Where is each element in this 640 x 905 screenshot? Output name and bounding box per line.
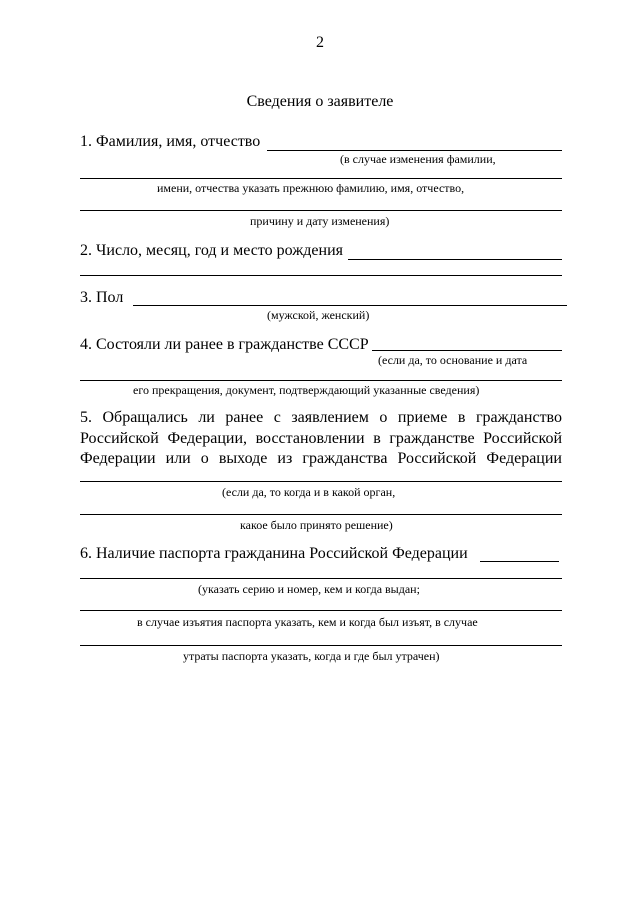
item2-birth-field[interactable]: [348, 259, 562, 260]
item2-label: 2. Число, месяц, год и место рождения: [80, 242, 343, 259]
page-number: 2: [316, 34, 324, 51]
item6-seizure-field[interactable]: [80, 610, 562, 611]
item1-hint-line2: имени, отчества указать прежнюю фамилию, имя, отчество,: [157, 181, 465, 195]
item5-hint-line2: какое было принято решение): [240, 518, 393, 532]
section-title: Сведения о заявителе: [246, 93, 394, 110]
item6-passport-details-field[interactable]: [80, 578, 562, 579]
item4-hint-line2: его прекращения, документ, подтверждающий указанные сведения): [133, 383, 480, 397]
item5-decision-field[interactable]: [80, 514, 562, 515]
item1-fio-field[interactable]: [267, 150, 562, 151]
item6-label: 6. Наличие паспорта гражданина Российской Федерации: [80, 545, 468, 562]
item3-gender-field[interactable]: [133, 305, 567, 306]
item5-application-field[interactable]: [80, 481, 562, 482]
item4-ussr-field[interactable]: [372, 350, 562, 351]
item1-hint-line1: (в случае изменения фамилии,: [340, 152, 496, 166]
item1-hint-line3: причину и дату изменения): [250, 214, 390, 228]
item5-text-line3: Федерации или о выходе из гражданства Российской Федерации: [80, 450, 562, 467]
item1-previous-name-field[interactable]: [80, 178, 562, 179]
item5-text-line1: 5. Обращались ли ранее с заявлением о приеме в гражданство: [80, 409, 562, 426]
item6-passport-field[interactable]: [480, 561, 559, 562]
item1-label: 1. Фамилия, имя, отчество: [80, 133, 261, 150]
item4-hint-line1: (если да, то основание и дата: [378, 353, 528, 367]
item5-question: [80, 408, 562, 470]
item6-hint-line3: утраты паспорта указать, когда и где был утрачен): [183, 649, 440, 663]
item4-termination-field[interactable]: [80, 380, 562, 381]
item6-loss-field[interactable]: [80, 645, 562, 646]
item4-label: 4. Состояли ли ранее в гражданстве СССР: [80, 336, 369, 353]
item5-hint-line1: (если да, то когда и в какой орган,: [222, 485, 396, 499]
item2-birth-place-field[interactable]: [80, 275, 562, 276]
item3-label: 3. Пол: [80, 289, 124, 306]
item5-text-line2: Российской Федерации, восстановлении в гражданстве Российской: [80, 429, 562, 447]
item1-change-reason-field[interactable]: [80, 210, 562, 211]
item3-hint: (мужской, женский): [267, 308, 370, 322]
item6-hint-line1: (указать серию и номер, кем и когда выдан;: [198, 582, 420, 596]
item6-hint-line2: в случае изъятия паспорта указать, кем и когда был изъят, в случае: [137, 615, 478, 629]
